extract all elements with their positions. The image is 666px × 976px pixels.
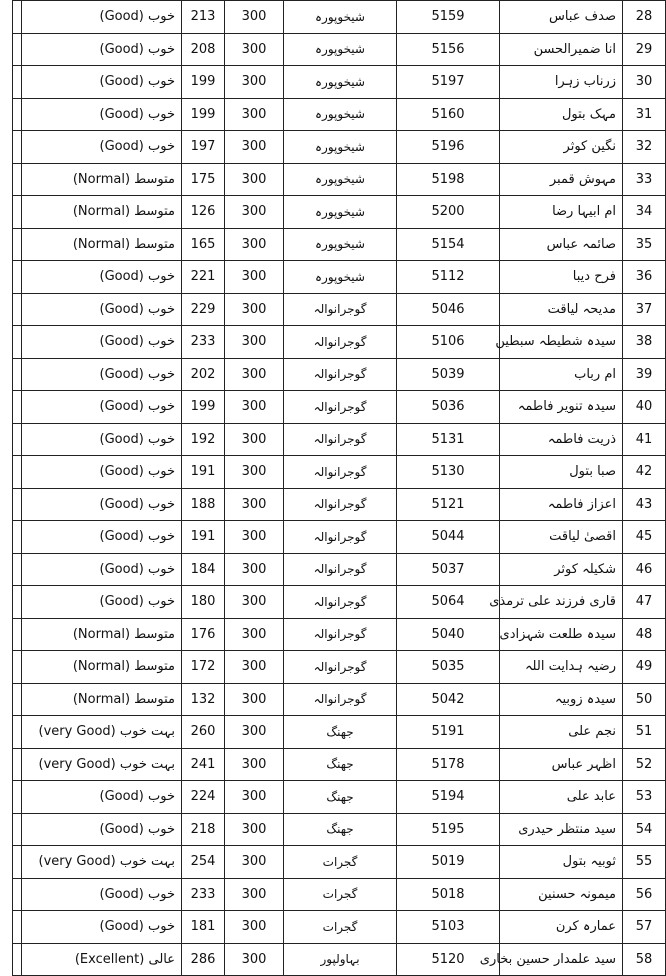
city-cell: گوجرانوالہ — [284, 683, 397, 716]
city-cell: گوجرانوالہ — [284, 586, 397, 619]
table-row — [13, 618, 666, 651]
table-row — [13, 66, 666, 99]
city-cell: شیخوپورہ — [284, 228, 397, 261]
serial-number-cell: 52 — [623, 748, 666, 781]
serial-number-cell: 41 — [623, 423, 666, 456]
table-row — [13, 521, 666, 554]
table-row — [13, 488, 666, 521]
student-name-cell: انا ضمیرالحسن — [500, 33, 623, 66]
table-row — [13, 33, 666, 66]
blank-cell — [13, 326, 22, 359]
city-cell: گوجرانوالہ — [284, 423, 397, 456]
total-marks-cell: 300 — [225, 943, 284, 976]
serial-number-cell: 30 — [623, 66, 666, 99]
total-marks-cell: 300 — [225, 1, 284, 34]
roll-number-cell: 5112 — [397, 261, 500, 294]
blank-cell — [13, 716, 22, 749]
grade-cell: خوب (Good) — [22, 391, 182, 424]
marks-cell: 202 — [182, 358, 225, 391]
serial-number-cell: 56 — [623, 878, 666, 911]
student-name-cell: فرح دیبا — [500, 261, 623, 294]
total-marks-cell: 300 — [225, 618, 284, 651]
marks-cell: 224 — [182, 781, 225, 814]
city-cell: گوجرانوالہ — [284, 553, 397, 586]
blank-cell — [13, 781, 22, 814]
roll-number-cell: 5197 — [397, 66, 500, 99]
marks-cell: 172 — [182, 651, 225, 684]
total-marks-cell: 300 — [225, 813, 284, 846]
marks-cell: 184 — [182, 553, 225, 586]
student-name-cell: سیدہ زوبیہ — [500, 683, 623, 716]
serial-number-cell: 51 — [623, 716, 666, 749]
roll-number-cell: 5156 — [397, 33, 500, 66]
city-cell: گوجرانوالہ — [284, 456, 397, 489]
marks-cell: 181 — [182, 911, 225, 944]
serial-number-cell: 54 — [623, 813, 666, 846]
city-cell: شیخوپورہ — [284, 163, 397, 196]
results-table — [12, 0, 666, 976]
city-cell: شیخوپورہ — [284, 131, 397, 164]
marks-cell: 191 — [182, 456, 225, 489]
blank-cell — [13, 228, 22, 261]
blank-cell — [13, 1, 22, 34]
roll-number-cell: 5044 — [397, 521, 500, 554]
serial-number-cell: 34 — [623, 196, 666, 229]
serial-number-cell: 38 — [623, 326, 666, 359]
total-marks-cell: 300 — [225, 326, 284, 359]
serial-number-cell: 53 — [623, 781, 666, 814]
serial-number-cell: 45 — [623, 521, 666, 554]
total-marks-cell: 300 — [225, 163, 284, 196]
grade-cell: بہت خوب (very Good) — [22, 748, 182, 781]
table-row — [13, 683, 666, 716]
city-cell: گجرات — [284, 846, 397, 879]
marks-cell: 233 — [182, 326, 225, 359]
roll-number-cell: 5018 — [397, 878, 500, 911]
blank-cell — [13, 521, 22, 554]
table-row — [13, 163, 666, 196]
blank-cell — [13, 66, 22, 99]
grade-cell: خوب (Good) — [22, 423, 182, 456]
total-marks-cell: 300 — [225, 846, 284, 879]
city-cell: گوجرانوالہ — [284, 391, 397, 424]
marks-cell: 254 — [182, 846, 225, 879]
table-row — [13, 748, 666, 781]
student-name-cell: صائمہ عباس — [500, 228, 623, 261]
city-cell: شیخوپورہ — [284, 1, 397, 34]
table-row — [13, 716, 666, 749]
roll-number-cell: 5035 — [397, 651, 500, 684]
total-marks-cell: 300 — [225, 878, 284, 911]
student-name-cell: ذریت فاطمہ — [500, 423, 623, 456]
city-cell: شیخوپورہ — [284, 98, 397, 131]
total-marks-cell: 300 — [225, 456, 284, 489]
roll-number-cell: 5121 — [397, 488, 500, 521]
table-row — [13, 553, 666, 586]
grade-cell: خوب (Good) — [22, 586, 182, 619]
marks-cell: 199 — [182, 98, 225, 131]
total-marks-cell: 300 — [225, 488, 284, 521]
city-cell: شیخوپورہ — [284, 66, 397, 99]
student-name-cell: سید علمدار حسین بخاری — [500, 943, 623, 976]
blank-cell — [13, 391, 22, 424]
city-cell: گوجرانوالہ — [284, 293, 397, 326]
total-marks-cell: 300 — [225, 98, 284, 131]
marks-cell: 260 — [182, 716, 225, 749]
blank-cell — [13, 586, 22, 619]
grade-cell: بہت خوب (very Good) — [22, 846, 182, 879]
grade-cell: متوسط (Normal) — [22, 651, 182, 684]
grade-cell: خوب (Good) — [22, 911, 182, 944]
student-name-cell: صبا بتول — [500, 456, 623, 489]
blank-cell — [13, 98, 22, 131]
table-row — [13, 1, 666, 34]
table-row — [13, 813, 666, 846]
student-name-cell: نجم علی — [500, 716, 623, 749]
serial-number-cell: 58 — [623, 943, 666, 976]
total-marks-cell: 300 — [225, 196, 284, 229]
serial-number-cell: 36 — [623, 261, 666, 294]
student-name-cell: شکیلہ کوثر — [500, 553, 623, 586]
total-marks-cell: 300 — [225, 261, 284, 294]
blank-cell — [13, 163, 22, 196]
marks-cell: 192 — [182, 423, 225, 456]
serial-number-cell: 29 — [623, 33, 666, 66]
roll-number-cell: 5039 — [397, 358, 500, 391]
table-row — [13, 228, 666, 261]
roll-number-cell: 5131 — [397, 423, 500, 456]
roll-number-cell: 5196 — [397, 131, 500, 164]
grade-cell: خوب (Good) — [22, 813, 182, 846]
student-name-cell: مہک بتول — [500, 98, 623, 131]
total-marks-cell: 300 — [225, 66, 284, 99]
marks-cell: 199 — [182, 391, 225, 424]
marks-cell: 180 — [182, 586, 225, 619]
city-cell: گوجرانوالہ — [284, 651, 397, 684]
blank-cell — [13, 911, 22, 944]
city-cell: گجرات — [284, 878, 397, 911]
serial-number-cell: 42 — [623, 456, 666, 489]
total-marks-cell: 300 — [225, 423, 284, 456]
grade-cell: متوسط (Normal) — [22, 196, 182, 229]
student-name-cell: ام رباب — [500, 358, 623, 391]
roll-number-cell: 5200 — [397, 196, 500, 229]
student-name-cell: عمارہ کرن — [500, 911, 623, 944]
marks-cell: 126 — [182, 196, 225, 229]
serial-number-cell: 55 — [623, 846, 666, 879]
grade-cell: خوب (Good) — [22, 1, 182, 34]
serial-number-cell: 40 — [623, 391, 666, 424]
blank-cell — [13, 358, 22, 391]
student-name-cell: اظہر عباس — [500, 748, 623, 781]
table-row — [13, 326, 666, 359]
total-marks-cell: 300 — [225, 33, 284, 66]
serial-number-cell: 46 — [623, 553, 666, 586]
grade-cell: خوب (Good) — [22, 33, 182, 66]
city-cell: شیخوپورہ — [284, 261, 397, 294]
table-row — [13, 846, 666, 879]
city-cell: شیخوپورہ — [284, 196, 397, 229]
marks-cell: 221 — [182, 261, 225, 294]
total-marks-cell: 300 — [225, 683, 284, 716]
roll-number-cell: 5198 — [397, 163, 500, 196]
serial-number-cell: 50 — [623, 683, 666, 716]
total-marks-cell: 300 — [225, 911, 284, 944]
student-name-cell: مہوش قمبر — [500, 163, 623, 196]
roll-number-cell: 5046 — [397, 293, 500, 326]
grade-cell: خوب (Good) — [22, 261, 182, 294]
total-marks-cell: 300 — [225, 651, 284, 684]
marks-cell: 191 — [182, 521, 225, 554]
table-row — [13, 391, 666, 424]
roll-number-cell: 5159 — [397, 1, 500, 34]
grade-cell: خوب (Good) — [22, 98, 182, 131]
roll-number-cell: 5154 — [397, 228, 500, 261]
student-name-cell: میمونہ حسنین — [500, 878, 623, 911]
table-row — [13, 261, 666, 294]
roll-number-cell: 5036 — [397, 391, 500, 424]
marks-cell: 175 — [182, 163, 225, 196]
student-name-cell: قاری فرزند علی ترمذی — [500, 586, 623, 619]
table-row — [13, 878, 666, 911]
student-name-cell: ام ابیہا رضا — [500, 196, 623, 229]
blank-cell — [13, 846, 22, 879]
city-cell: جھنگ — [284, 781, 397, 814]
table-row — [13, 358, 666, 391]
roll-number-cell: 5106 — [397, 326, 500, 359]
total-marks-cell: 300 — [225, 716, 284, 749]
roll-number-cell: 5194 — [397, 781, 500, 814]
student-name-cell: اقصیٰ لیاقت — [500, 521, 623, 554]
total-marks-cell: 300 — [225, 748, 284, 781]
roll-number-cell: 5037 — [397, 553, 500, 586]
serial-number-cell: 33 — [623, 163, 666, 196]
grade-cell: خوب (Good) — [22, 456, 182, 489]
blank-cell — [13, 131, 22, 164]
table-row — [13, 651, 666, 684]
total-marks-cell: 300 — [225, 553, 284, 586]
marks-cell: 229 — [182, 293, 225, 326]
serial-number-cell: 57 — [623, 911, 666, 944]
city-cell: گوجرانوالہ — [284, 488, 397, 521]
blank-cell — [13, 196, 22, 229]
serial-number-cell: 32 — [623, 131, 666, 164]
table-row — [13, 911, 666, 944]
total-marks-cell: 300 — [225, 358, 284, 391]
city-cell: گوجرانوالہ — [284, 521, 397, 554]
blank-cell — [13, 488, 22, 521]
blank-cell — [13, 261, 22, 294]
roll-number-cell: 5042 — [397, 683, 500, 716]
grade-cell: متوسط (Normal) — [22, 683, 182, 716]
table-row — [13, 131, 666, 164]
marks-cell: 188 — [182, 488, 225, 521]
student-name-cell: نگین کوثر — [500, 131, 623, 164]
serial-number-cell: 35 — [623, 228, 666, 261]
student-name-cell: مدیحہ لیاقت — [500, 293, 623, 326]
table-row — [13, 456, 666, 489]
serial-number-cell: 28 — [623, 1, 666, 34]
blank-cell — [13, 683, 22, 716]
total-marks-cell: 300 — [225, 586, 284, 619]
marks-cell: 197 — [182, 131, 225, 164]
student-name-cell: عابد علی — [500, 781, 623, 814]
total-marks-cell: 300 — [225, 293, 284, 326]
grade-cell: خوب (Good) — [22, 66, 182, 99]
grade-cell: خوب (Good) — [22, 358, 182, 391]
total-marks-cell: 300 — [225, 521, 284, 554]
marks-cell: 213 — [182, 1, 225, 34]
blank-cell — [13, 813, 22, 846]
serial-number-cell: 43 — [623, 488, 666, 521]
city-cell: گوجرانوالہ — [284, 358, 397, 391]
table-row — [13, 781, 666, 814]
serial-number-cell: 37 — [623, 293, 666, 326]
total-marks-cell: 300 — [225, 228, 284, 261]
blank-cell — [13, 943, 22, 976]
student-name-cell: رضیہ ہدایت اللہ — [500, 651, 623, 684]
blank-cell — [13, 293, 22, 326]
city-cell: جھنگ — [284, 748, 397, 781]
roll-number-cell: 5195 — [397, 813, 500, 846]
blank-cell — [13, 553, 22, 586]
grade-cell: خوب (Good) — [22, 878, 182, 911]
table-row — [13, 586, 666, 619]
table-row — [13, 98, 666, 131]
roll-number-cell: 5103 — [397, 911, 500, 944]
grade-cell: متوسط (Normal) — [22, 618, 182, 651]
marks-cell: 132 — [182, 683, 225, 716]
roll-number-cell: 5019 — [397, 846, 500, 879]
grade-cell: خوب (Good) — [22, 553, 182, 586]
student-name-cell: ثوبیہ بتول — [500, 846, 623, 879]
marks-cell: 241 — [182, 748, 225, 781]
roll-number-cell: 5160 — [397, 98, 500, 131]
blank-cell — [13, 878, 22, 911]
student-name-cell: اعزاز فاطمہ — [500, 488, 623, 521]
grade-cell: خوب (Good) — [22, 521, 182, 554]
city-cell: گوجرانوالہ — [284, 618, 397, 651]
blank-cell — [13, 456, 22, 489]
marks-cell: 286 — [182, 943, 225, 976]
student-name-cell: زرناب زہرا — [500, 66, 623, 99]
blank-cell — [13, 651, 22, 684]
total-marks-cell: 300 — [225, 131, 284, 164]
marks-cell: 218 — [182, 813, 225, 846]
grade-cell: متوسط (Normal) — [22, 228, 182, 261]
blank-cell — [13, 33, 22, 66]
serial-number-cell: 39 — [623, 358, 666, 391]
grade-cell: خوب (Good) — [22, 781, 182, 814]
city-cell: جھنگ — [284, 716, 397, 749]
marks-cell: 199 — [182, 66, 225, 99]
roll-number-cell: 5191 — [397, 716, 500, 749]
table-row — [13, 196, 666, 229]
serial-number-cell: 48 — [623, 618, 666, 651]
grade-cell: خوب (Good) — [22, 131, 182, 164]
grade-cell: خوب (Good) — [22, 488, 182, 521]
grade-cell: خوب (Good) — [22, 326, 182, 359]
marks-cell: 176 — [182, 618, 225, 651]
blank-cell — [13, 748, 22, 781]
city-cell: شیخوپورہ — [284, 33, 397, 66]
table-row — [13, 293, 666, 326]
roll-number-cell: 5064 — [397, 586, 500, 619]
city-cell: گوجرانوالہ — [284, 326, 397, 359]
table-row — [13, 423, 666, 456]
total-marks-cell: 300 — [225, 391, 284, 424]
roll-number-cell: 5120 — [397, 943, 500, 976]
serial-number-cell: 47 — [623, 586, 666, 619]
blank-cell — [13, 618, 22, 651]
student-name-cell: سیدہ شطیطہ سبطین — [500, 326, 623, 359]
results-table-body — [13, 1, 666, 976]
marks-cell: 233 — [182, 878, 225, 911]
blank-cell — [13, 423, 22, 456]
serial-number-cell: 49 — [623, 651, 666, 684]
roll-number-cell: 5178 — [397, 748, 500, 781]
roll-number-cell: 5130 — [397, 456, 500, 489]
serial-number-cell: 31 — [623, 98, 666, 131]
grade-cell: بہت خوب (very Good) — [22, 716, 182, 749]
grade-cell: خوب (Good) — [22, 293, 182, 326]
city-cell: بہاولپور — [284, 943, 397, 976]
student-name-cell: سیدہ تنویر فاطمہ — [500, 391, 623, 424]
student-name-cell: سیدہ طلعت شہزادی — [500, 618, 623, 651]
total-marks-cell: 300 — [225, 781, 284, 814]
city-cell: گجرات — [284, 911, 397, 944]
roll-number-cell: 5040 — [397, 618, 500, 651]
grade-cell: عالی (Excellent) — [22, 943, 182, 976]
student-name-cell: سید منتظر حیدری — [500, 813, 623, 846]
grade-cell: متوسط (Normal) — [22, 163, 182, 196]
marks-cell: 208 — [182, 33, 225, 66]
table-row — [13, 943, 666, 976]
student-name-cell: صدف عباس — [500, 1, 623, 34]
marks-cell: 165 — [182, 228, 225, 261]
city-cell: جھنگ — [284, 813, 397, 846]
